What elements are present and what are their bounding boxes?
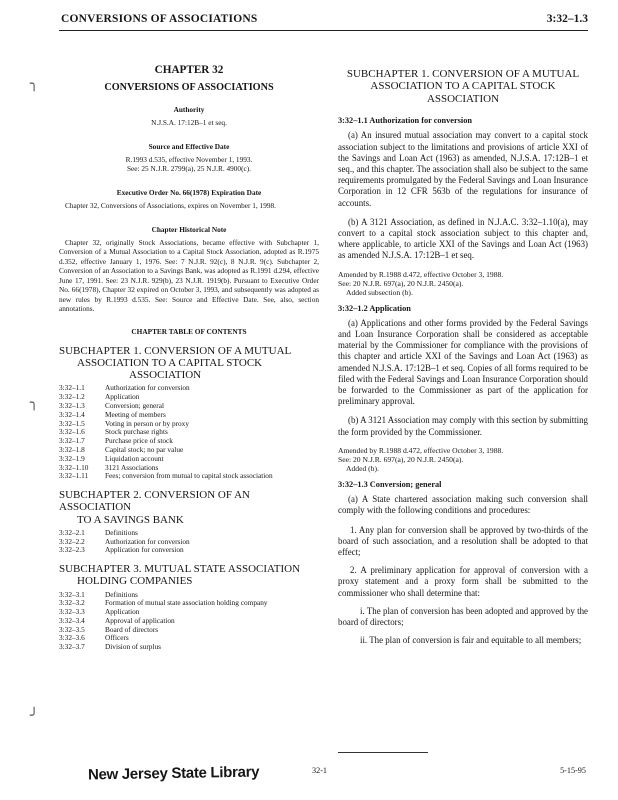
- margin-mark: ╮: [30, 76, 39, 92]
- amendment-line: Added subsection (b).: [346, 287, 413, 297]
- margin-mark: ╯: [30, 708, 39, 724]
- toc-section-number: 3:32–3.6: [59, 633, 85, 643]
- toc-section-title: Officers: [105, 633, 129, 643]
- toc-list: [59, 384, 273, 481]
- toc-section-title: Purchase price of stock: [105, 436, 173, 446]
- subchapter-title-line: ASSOCIATION: [426, 92, 500, 105]
- amendment-line: Added (b).: [346, 463, 379, 473]
- chapter-title: CONVERSIONS OF ASSOCIATIONS: [104, 82, 274, 94]
- toc-entry[interactable]: [59, 626, 268, 635]
- header-section-number: 3:32–1.3: [546, 13, 588, 25]
- section-paragraph: (a) Applications and other forms provided by the Federal Savings and Loan Insurance Corporation shall be considered as acceptable material by the Commissioner for compliance with the provisions of this chapter and article XXI of the Savings and Loan Act (1963) as amended N.J.S.A. 17:12B–1 et seq. Copies of all forms required to be filed with the Federal Savings and Loan Insurance Corporation should be forwarded to the Commissioner as part of the application for preliminary approval.: [338, 317, 588, 407]
- source-line: R.1993 d.535, effective November 1, 1993.: [125, 155, 253, 165]
- section-heading: 3:32–1.1 Authorization for conversion: [338, 116, 472, 126]
- toc-section-title: Conversion; general: [105, 400, 164, 410]
- section-heading: 3:32–1.2 Application: [338, 303, 411, 313]
- toc-section-number: 3:32–1.9: [59, 453, 85, 463]
- authority-text: N.J.S.A. 17:12B–1 et seq.: [151, 118, 227, 128]
- toc-section-number: 3:32–3.3: [59, 607, 85, 617]
- toc-entry[interactable]: [59, 546, 190, 555]
- toc-section-title: Stock purchase rights: [105, 427, 168, 437]
- toc-subchapter-1: [59, 345, 319, 382]
- margin-mark: ╮: [30, 395, 39, 411]
- toc-section-title: Division of surplus: [105, 642, 161, 652]
- subchapter-title-line: SUBCHAPTER 2. CONVERSION OF AN ASSOCIATION: [59, 489, 251, 514]
- toc-section-title: Formation of mutual state association holding company: [105, 598, 268, 608]
- toc-section-title: Approval of application: [105, 615, 175, 625]
- toc-section-title: Meeting of members: [105, 409, 166, 419]
- toc-subchapter-2: [59, 489, 319, 526]
- toc-section-title: Application for conversion: [105, 545, 184, 555]
- eo-heading: Executive Order No. 66(1978) Expiration Date: [116, 187, 262, 197]
- footnote-rule: [338, 752, 428, 753]
- list-item: ii. The plan of conversion is fair and equitable to all members;: [360, 635, 582, 646]
- toc-entry[interactable]: [59, 472, 273, 481]
- list-item: 2. A preliminary application for approval of conversion with a proxy statement and a proxy form shall be submitted to the commissioner who shall determine that:: [338, 565, 588, 598]
- toc-section-number: 3:32–1.6: [59, 427, 85, 437]
- section-paragraph: (a) A State chartered association making such conversion shall comply with the following conditions and procedures:: [338, 494, 588, 516]
- toc-section-title: Capital stock; no par value: [105, 444, 184, 454]
- toc-list: [59, 529, 190, 555]
- section-heading: 3:32–1.3 Conversion; general: [338, 479, 442, 489]
- header-title: CONVERSIONS OF ASSOCIATIONS: [61, 13, 258, 25]
- toc-section-number: 3:32–3.5: [59, 624, 85, 634]
- toc-section-number: 3:32–1.8: [59, 444, 85, 454]
- toc-section-title: Board of directors: [105, 624, 159, 634]
- toc-section-number: 3:32–1.11: [59, 471, 89, 481]
- toc-section-number: 3:32–1.2: [59, 392, 85, 402]
- section-paragraph: (b) A 3121 Association may comply with this section by submitting the form provided by the Commissioner.: [338, 415, 588, 437]
- toc-entry[interactable]: [59, 393, 273, 402]
- subchapter-heading: [338, 68, 588, 105]
- running-header: [59, 12, 588, 31]
- toc-section-number: 3:32–1.3: [59, 400, 85, 410]
- amendment-line: See: 20 N.J.R. 697(a), 20 N.J.R. 2450(a).: [338, 454, 464, 464]
- right-column: [338, 68, 588, 653]
- list-item: i. The plan of conversion has been adopted and approved by the board of directors;: [338, 605, 588, 627]
- amendment-line: Amended by R.1988 d.472, effective October 3, 1988.: [338, 269, 504, 279]
- toc-section-number: 3:32–3.1: [59, 589, 85, 599]
- toc-section-title: Definitions: [105, 589, 138, 599]
- toc-section-title: Voting in person or by proxy: [105, 418, 189, 428]
- toc-subchapter-3: [59, 563, 319, 587]
- toc-entry[interactable]: [59, 446, 273, 455]
- toc-section-number: 3:32–1.7: [59, 436, 85, 446]
- source-line: See: 25 N.J.R. 2799(a), 25 N.J.R. 4900(c).: [126, 164, 252, 174]
- eo-text: Chapter 32, Conversions of Associations, expires on November 1, 1998.: [65, 201, 276, 211]
- page-number: 32-1: [312, 766, 328, 775]
- toc-section-number: 3:32–2.3: [59, 545, 85, 555]
- amendment-note: [338, 270, 588, 297]
- subchapter-title-line: ASSOCIATION TO A CAPITAL STOCK: [77, 356, 263, 369]
- toc-entry[interactable]: [59, 617, 268, 626]
- toc-section-title: Application: [105, 607, 140, 617]
- toc-entry[interactable]: [59, 643, 268, 652]
- toc-section-number: 3:32–2.2: [59, 536, 85, 546]
- toc-section-number: 3:32–2.1: [59, 527, 85, 537]
- historical-note-text: Chapter 32, originally Stock Associations, became effective with Subchapter 1, Conversion of a Mutual Association to a Capital Stock Association, adopted as R.1975 d.352, effective January 1, 1976. See: 7 N.J.R. 92(c), 8 N.J.R. 9(c). Subchapter 2, Conversion of an Association to a Savings Bank, was adopted as R.1991 d.294, effective June 17, 1991. See: 23 N.J.R. 929(b), 23 N.J.R. 1919(b). Pursuant to Executive Order No. 66(1978), Chapter 32 expired on October 3, 1993, and subsequently was adopted as new rules by R.1993 d.535. See: Source and Effective Date. See, also, section annotations.: [59, 238, 319, 313]
- subchapter-title-line: SUBCHAPTER 1. CONVERSION OF A MUTUAL: [59, 344, 292, 357]
- toc-entry[interactable]: [59, 634, 268, 643]
- toc-entry[interactable]: [59, 599, 268, 608]
- toc-section-title: Authorization for conversion: [105, 383, 190, 393]
- chapter-number: CHAPTER 32: [154, 64, 224, 76]
- amendment-note: [338, 446, 588, 473]
- historical-note-heading: Chapter Historical Note: [151, 224, 227, 234]
- toc-section-number: 3:32–1.10: [59, 462, 89, 472]
- toc-section-title: 3121 Associations: [105, 462, 159, 472]
- toc-section-title: Fees; conversion from mutual to capital stock association: [105, 471, 273, 481]
- toc-section-number: 3:32–1.4: [59, 409, 85, 419]
- toc-section-title: Definitions: [105, 527, 138, 537]
- toc-section-number: 3:32–3.4: [59, 615, 85, 625]
- toc-section-number: 3:32–3.2: [59, 598, 85, 608]
- left-column: [59, 66, 319, 652]
- toc-section-title: Liquidation account: [105, 453, 164, 463]
- toc-entry[interactable]: [59, 455, 273, 464]
- source-heading: Source and Effective Date: [148, 141, 230, 151]
- library-stamp: New Jersey State Library: [87, 763, 260, 784]
- toc-section-title: Authorization for conversion: [105, 536, 190, 546]
- subchapter-title-line: SUBCHAPTER 3. MUTUAL STATE ASSOCIATION: [59, 563, 301, 576]
- amendment-line: See: 20 N.J.R. 697(a), 20 N.J.R. 2450(a).: [338, 278, 464, 288]
- subchapter-title-line: SUBCHAPTER 1. CONVERSION OF A MUTUAL: [346, 68, 580, 80]
- subchapter-title-line: ASSOCIATION TO A CAPITAL STOCK: [370, 80, 556, 93]
- authority-heading: Authority: [173, 104, 205, 114]
- subchapter-title-line: ASSOCIATION: [129, 369, 202, 382]
- list-item: 1. Any plan for conversion shall be approved by two-thirds of the board of such association, and a resolution shall be adopted to that effect;: [338, 524, 588, 557]
- toc-section-number: 3:32–3.7: [59, 642, 85, 652]
- subchapter-title-line: HOLDING COMPANIES: [77, 575, 193, 588]
- toc-section-number: 3:32–1.1: [59, 383, 85, 393]
- section-paragraph: (b) A 3121 Association, as defined in N.J.A.C. 3:32–1.10(a), may convert to a capital stock association subject to this chapter and, where applicable, to article XXI of the Savings and Loan Act (1963) as amended N.J.S.A. 17:12B–1 et seq.: [338, 216, 588, 261]
- toc-section-title: Application: [105, 392, 140, 402]
- toc-list: [59, 591, 268, 653]
- toc-section-number: 3:32–1.5: [59, 418, 85, 428]
- toc-heading: CHAPTER TABLE OF CONTENTS: [131, 327, 247, 337]
- amendment-line: Amended by R.1988 d.472, effective October 3, 1988.: [338, 445, 504, 455]
- subchapter-title-line: TO A SAVINGS BANK: [77, 513, 184, 526]
- section-paragraph: (a) An insured mutual association may convert to a capital stock association subject to the limitations and provisions of article XXI of the Savings and Loan Act (1963) as amended, N.J.S.A. 17:12B–1 et seq., and this chapter. The association shall also be subject to the same requirements promulgated by the Federal Savings and Loan Insurance Corporation in 12 CFR 563b of the regulations for insurance of accounts.: [338, 130, 588, 208]
- toc-entry[interactable]: [59, 384, 273, 393]
- page-date: 5-15-95: [560, 766, 586, 775]
